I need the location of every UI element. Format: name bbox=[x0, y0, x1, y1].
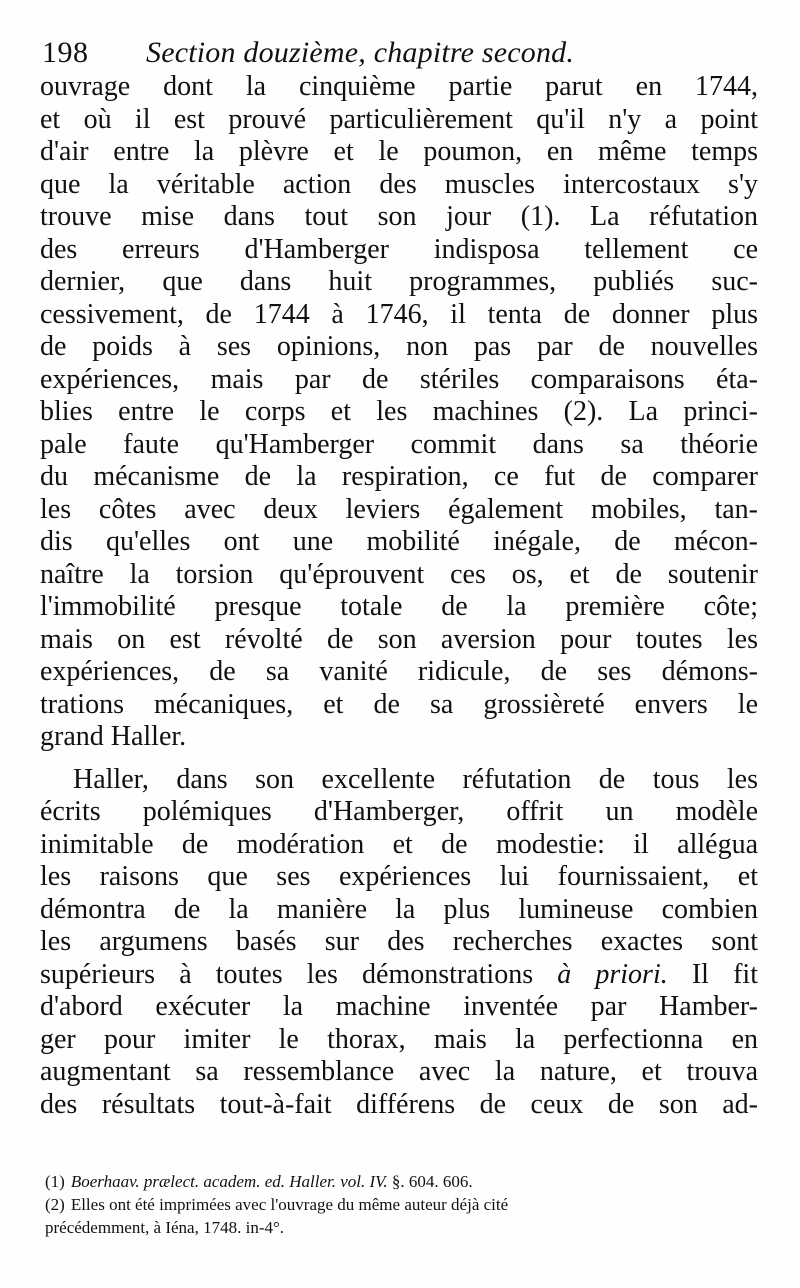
text-line: naître la torsion qu'éprouvent ces os, et de soutenir bbox=[40, 558, 758, 590]
footnote-text: §. 604. 606. bbox=[387, 1172, 473, 1191]
text-line: et où il est prouvé particulièrement qu'il n'y a point bbox=[40, 103, 758, 135]
text-line: grand Haller. bbox=[40, 721, 187, 752]
text-line: des résultats tout-à-fait différens de ceux de son ad- bbox=[40, 1088, 758, 1120]
text-line: dernier, que dans huit programmes, publiés suc- bbox=[40, 266, 758, 297]
text-line: trouve mise dans tout son jour (1). La réfutation bbox=[40, 201, 758, 232]
footnote-number: (1) bbox=[45, 1172, 65, 1191]
footnote-2-continued: précédemment, à Iéna, 1748. in-4°. bbox=[45, 1218, 285, 1237]
text-line: blies entre le corps et les machines (2). La princi- bbox=[40, 396, 758, 427]
text-line: trations mécaniques, et de sa grossièreté envers le bbox=[40, 688, 758, 720]
text-line: dis qu'elles ont une mobilité inégale, de mécon- bbox=[40, 526, 758, 557]
body-text bbox=[40, 71, 758, 1121]
footnote-number: (2) bbox=[45, 1195, 65, 1214]
text-line-mixed bbox=[40, 959, 758, 992]
text-line: augmentant sa ressemblance avec la nature, et trouva bbox=[40, 1056, 758, 1087]
text-line: de poids à ses opinions, non pas par de nouvelles bbox=[40, 331, 758, 362]
text-line: les argumens basés sur des recherches exactes sont bbox=[40, 926, 758, 957]
text-line: mais on est révolté de son aversion pour toutes les bbox=[40, 623, 758, 655]
paragraph-1 bbox=[40, 71, 758, 754]
text-line: que la véritable action des muscles intercostaux s'y bbox=[40, 168, 758, 200]
footnote-1 bbox=[45, 1170, 757, 1193]
text-line: expériences, de sa vanité ridicule, de ses démons- bbox=[40, 656, 758, 687]
page-number: 198 bbox=[42, 36, 89, 69]
text-line: du mécanisme de la respiration, ce fut de comparer bbox=[40, 461, 758, 492]
text-line: Haller, dans son excellente réfutation de tous les bbox=[73, 763, 758, 795]
footnote-text: Elles ont été imprimées avec l'ouvrage du même auteur déjà cité bbox=[70, 1195, 509, 1214]
text-line: les raisons que ses expériences lui fournissaient, et bbox=[40, 861, 758, 892]
paragraph-2 bbox=[40, 764, 758, 1122]
text-line: ouvrage dont la cinquième partie parut en 1744, bbox=[40, 71, 758, 102]
text-line: des erreurs d'Hamberger indisposa tellement ce bbox=[40, 233, 758, 265]
footnote-2 bbox=[45, 1193, 757, 1216]
text-line: inimitable de modération et de modestie: il allégua bbox=[40, 828, 758, 860]
running-head: Section douzième, chapitre second. bbox=[146, 36, 575, 69]
footnotes bbox=[45, 1170, 757, 1239]
text-line: d'abord exécuter la machine inventée par Hamber- bbox=[40, 991, 758, 1022]
text-line: démontra de la manière la plus lumineuse combien bbox=[40, 893, 758, 925]
text-line: d'air entre la plèvre et le poumon, en même temps bbox=[40, 136, 758, 167]
text-line: pale faute qu'Hamberger commit dans sa théorie bbox=[40, 428, 758, 460]
italic-phrase: à priori. bbox=[557, 958, 668, 990]
text-segment: supérieurs à toutes les démonstrations bbox=[40, 958, 558, 990]
text-line: l'immobilité presque totale de la première côte; bbox=[40, 591, 758, 622]
text-line: ger pour imiter le thorax, mais la perfectionna en bbox=[40, 1023, 758, 1055]
text-line: cessivement, de 1744 à 1746, il tenta de donner plus bbox=[40, 298, 758, 330]
text-segment: Il fit bbox=[667, 958, 758, 990]
footnote-citation: Boerhaav. prælect. academ. ed. Haller. vol. IV. bbox=[70, 1172, 388, 1191]
text-line: les côtes avec deux leviers également mobiles, tan- bbox=[40, 493, 758, 525]
text-line: écrits polémiques d'Hamberger, offrit un modèle bbox=[40, 796, 758, 827]
page-header bbox=[42, 36, 772, 76]
text-line: expériences, mais par de stériles comparaisons éta- bbox=[40, 363, 758, 395]
